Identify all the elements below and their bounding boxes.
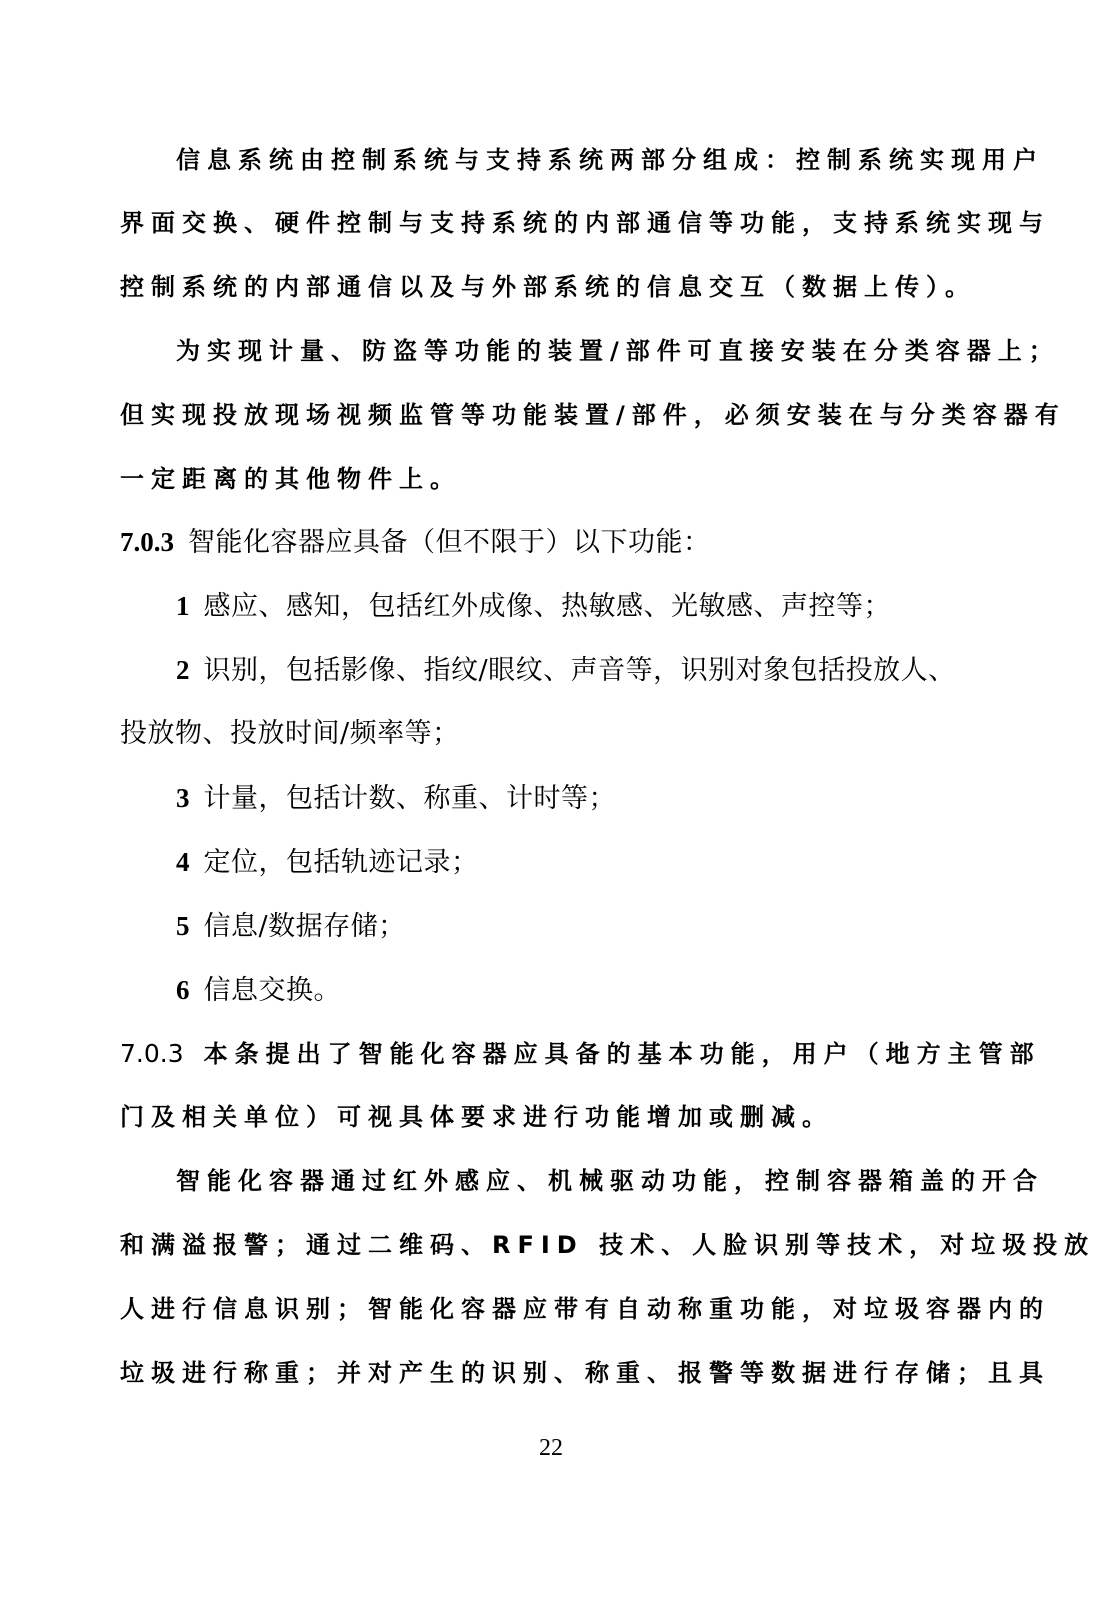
clause-item-4 xyxy=(176,842,1036,883)
item-text: 信息交换。 xyxy=(203,975,341,1006)
clause-item-6 xyxy=(176,970,1036,1011)
item-text: 信息/数据存储； xyxy=(203,911,406,942)
item-text: 识别，包括影像、指纹/眼纹、声音等，识别对象包括投放人、 xyxy=(203,655,956,686)
clause-item-1 xyxy=(176,586,1036,627)
page-number: 22 xyxy=(539,1435,563,1461)
commentary-p1-line1: 信息系统由控制系统与支持系统两部分组成：控制系统实现用户 xyxy=(176,146,1044,174)
item-number: 3 xyxy=(176,783,190,813)
clause-item-2 xyxy=(176,650,1036,691)
commentary-p2-line2: 但实现投放现场视频监管等功能装置/部件，必须安装在与分类容器有 xyxy=(120,401,1066,429)
commentary-p1-line2: 界面交换、硬件控制与支持系统的内部通信等功能，支持系统实现与 xyxy=(120,209,1050,237)
commentary-clause-p-line4: 垃圾进行称重；并对产生的识别、称重、报警等数据进行存储；且具 xyxy=(120,1359,1050,1387)
item-text: 定位，包括轨迹记录； xyxy=(203,847,479,878)
clause-heading xyxy=(120,522,980,563)
clause-item-3 xyxy=(176,778,1036,819)
item-number: 5 xyxy=(176,911,190,941)
clause-number: 7.0.3 xyxy=(120,527,174,557)
item-number: 2 xyxy=(176,655,190,685)
item-number: 4 xyxy=(176,847,190,877)
commentary-p2-line3: 一定距离的其他物件上。 xyxy=(120,465,461,493)
clause-heading-text: 智能化容器应具备（但不限于）以下功能： xyxy=(188,527,711,558)
item-number: 1 xyxy=(176,591,190,621)
item-text: 计量，包括计数、称重、计时等； xyxy=(203,783,616,814)
commentary-clause-line1 xyxy=(120,1034,1041,1074)
commentary-p1-line3: 控制系统的内部通信以及与外部系统的信息交互（数据上传）。 xyxy=(120,273,976,301)
commentary-clause-p-line3: 人进行信息识别；智能化容器应带有自动称重功能，对垃圾容器内的 xyxy=(120,1295,1050,1323)
item-text: 感应、感知，包括红外成像、热敏感、光敏感、声控等； xyxy=(203,591,891,622)
commentary-clause-p-line1: 智能化容器通过红外感应、机械驱动功能，控制容器箱盖的开合 xyxy=(176,1167,1044,1195)
item-number: 6 xyxy=(176,975,190,1005)
commentary-clause-line2: 门及相关单位）可视具体要求进行功能增加或删减。 xyxy=(120,1103,833,1131)
commentary-clause-text: 本条提出了智能化容器应具备的基本功能，用户（地方主管部 xyxy=(203,1040,1041,1068)
clause-item-2-continuation: 投放物、投放时间/频率等； xyxy=(120,718,460,749)
clause-item-5 xyxy=(176,906,1036,947)
commentary-clause-p-line2: 和满溢报警；通过二维码、RFID 技术、人脸识别等技术，对垃圾投放 xyxy=(120,1231,1096,1259)
commentary-p2-line1: 为实现计量、防盗等功能的装置/部件可直接安装在分类容器上； xyxy=(176,337,1060,365)
commentary-clause-number: 7.0.3 xyxy=(120,1039,184,1068)
